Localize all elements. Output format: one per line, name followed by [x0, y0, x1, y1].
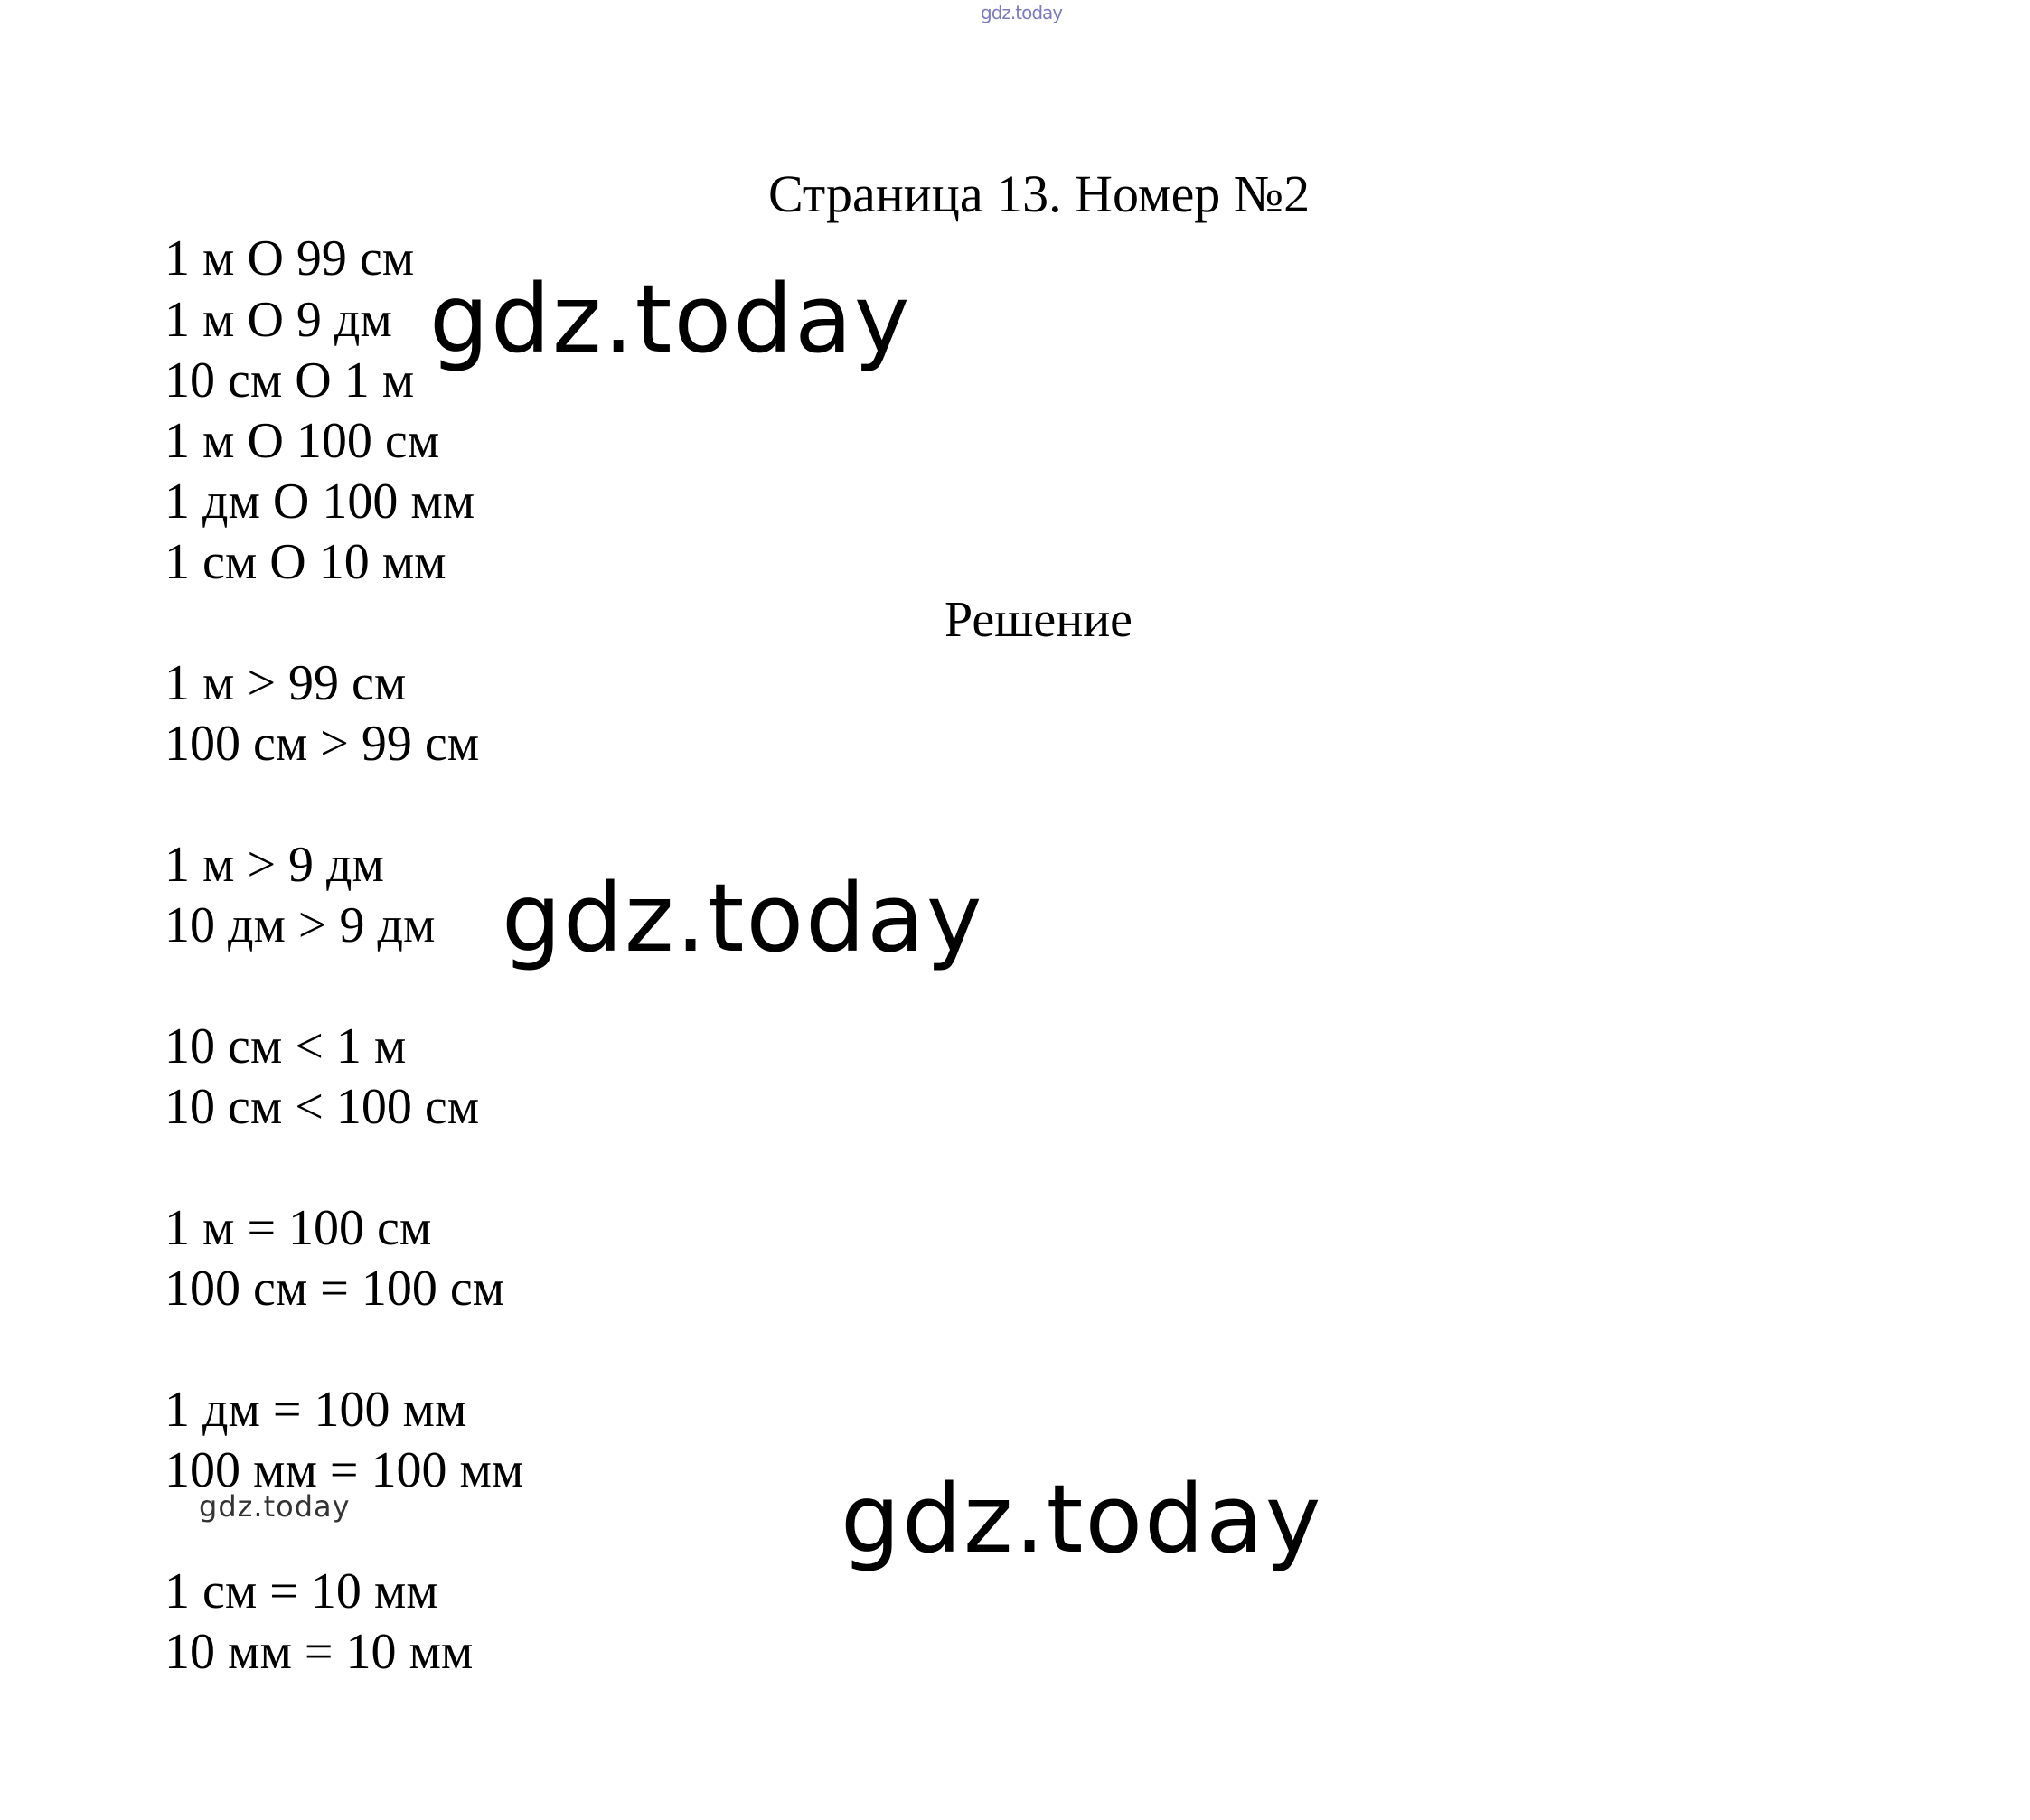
solution-line: 10 см < 1 м: [164, 1018, 407, 1074]
solution-line: 10 мм = 10 мм: [164, 1624, 474, 1680]
solution-line: 10 дм > 9 дм: [164, 897, 436, 953]
watermark-logo-small: gdz.today: [199, 1489, 351, 1524]
solution-line: 10 см < 100 см: [164, 1079, 480, 1135]
site-label-top[interactable]: gdz.today: [981, 2, 1063, 23]
solution-line: 1 см = 10 мм: [164, 1563, 438, 1619]
solution-heading: Решение: [945, 592, 1133, 648]
task-line-5: 1 дм О 100 мм: [164, 474, 475, 530]
solution-line: 100 мм = 100 мм: [164, 1442, 524, 1498]
task-line-3: 10 см О 1 м: [164, 352, 415, 408]
solution-line: 1 м > 9 дм: [164, 837, 384, 893]
watermark-logo: gdz.today: [841, 1464, 1323, 1574]
solution-line: 100 см = 100 см: [164, 1261, 505, 1317]
solution-line: 1 м > 99 см: [164, 655, 407, 711]
task-line-4: 1 м О 100 см: [164, 413, 440, 469]
task-line-1: 1 м О 99 см: [164, 230, 415, 286]
page-title: Страница 13. Номер №2: [768, 164, 1311, 223]
watermark-logo: gdz.today: [502, 863, 984, 973]
solution-line: 1 м = 100 см: [164, 1200, 432, 1256]
task-line-2: 1 м О 9 дм: [164, 292, 392, 348]
solution-line: 100 см > 99 см: [164, 716, 480, 772]
task-line-6: 1 см О 10 мм: [164, 534, 446, 590]
solution-line: 1 дм = 100 мм: [164, 1382, 467, 1438]
watermark-logo: gdz.today: [429, 264, 912, 374]
